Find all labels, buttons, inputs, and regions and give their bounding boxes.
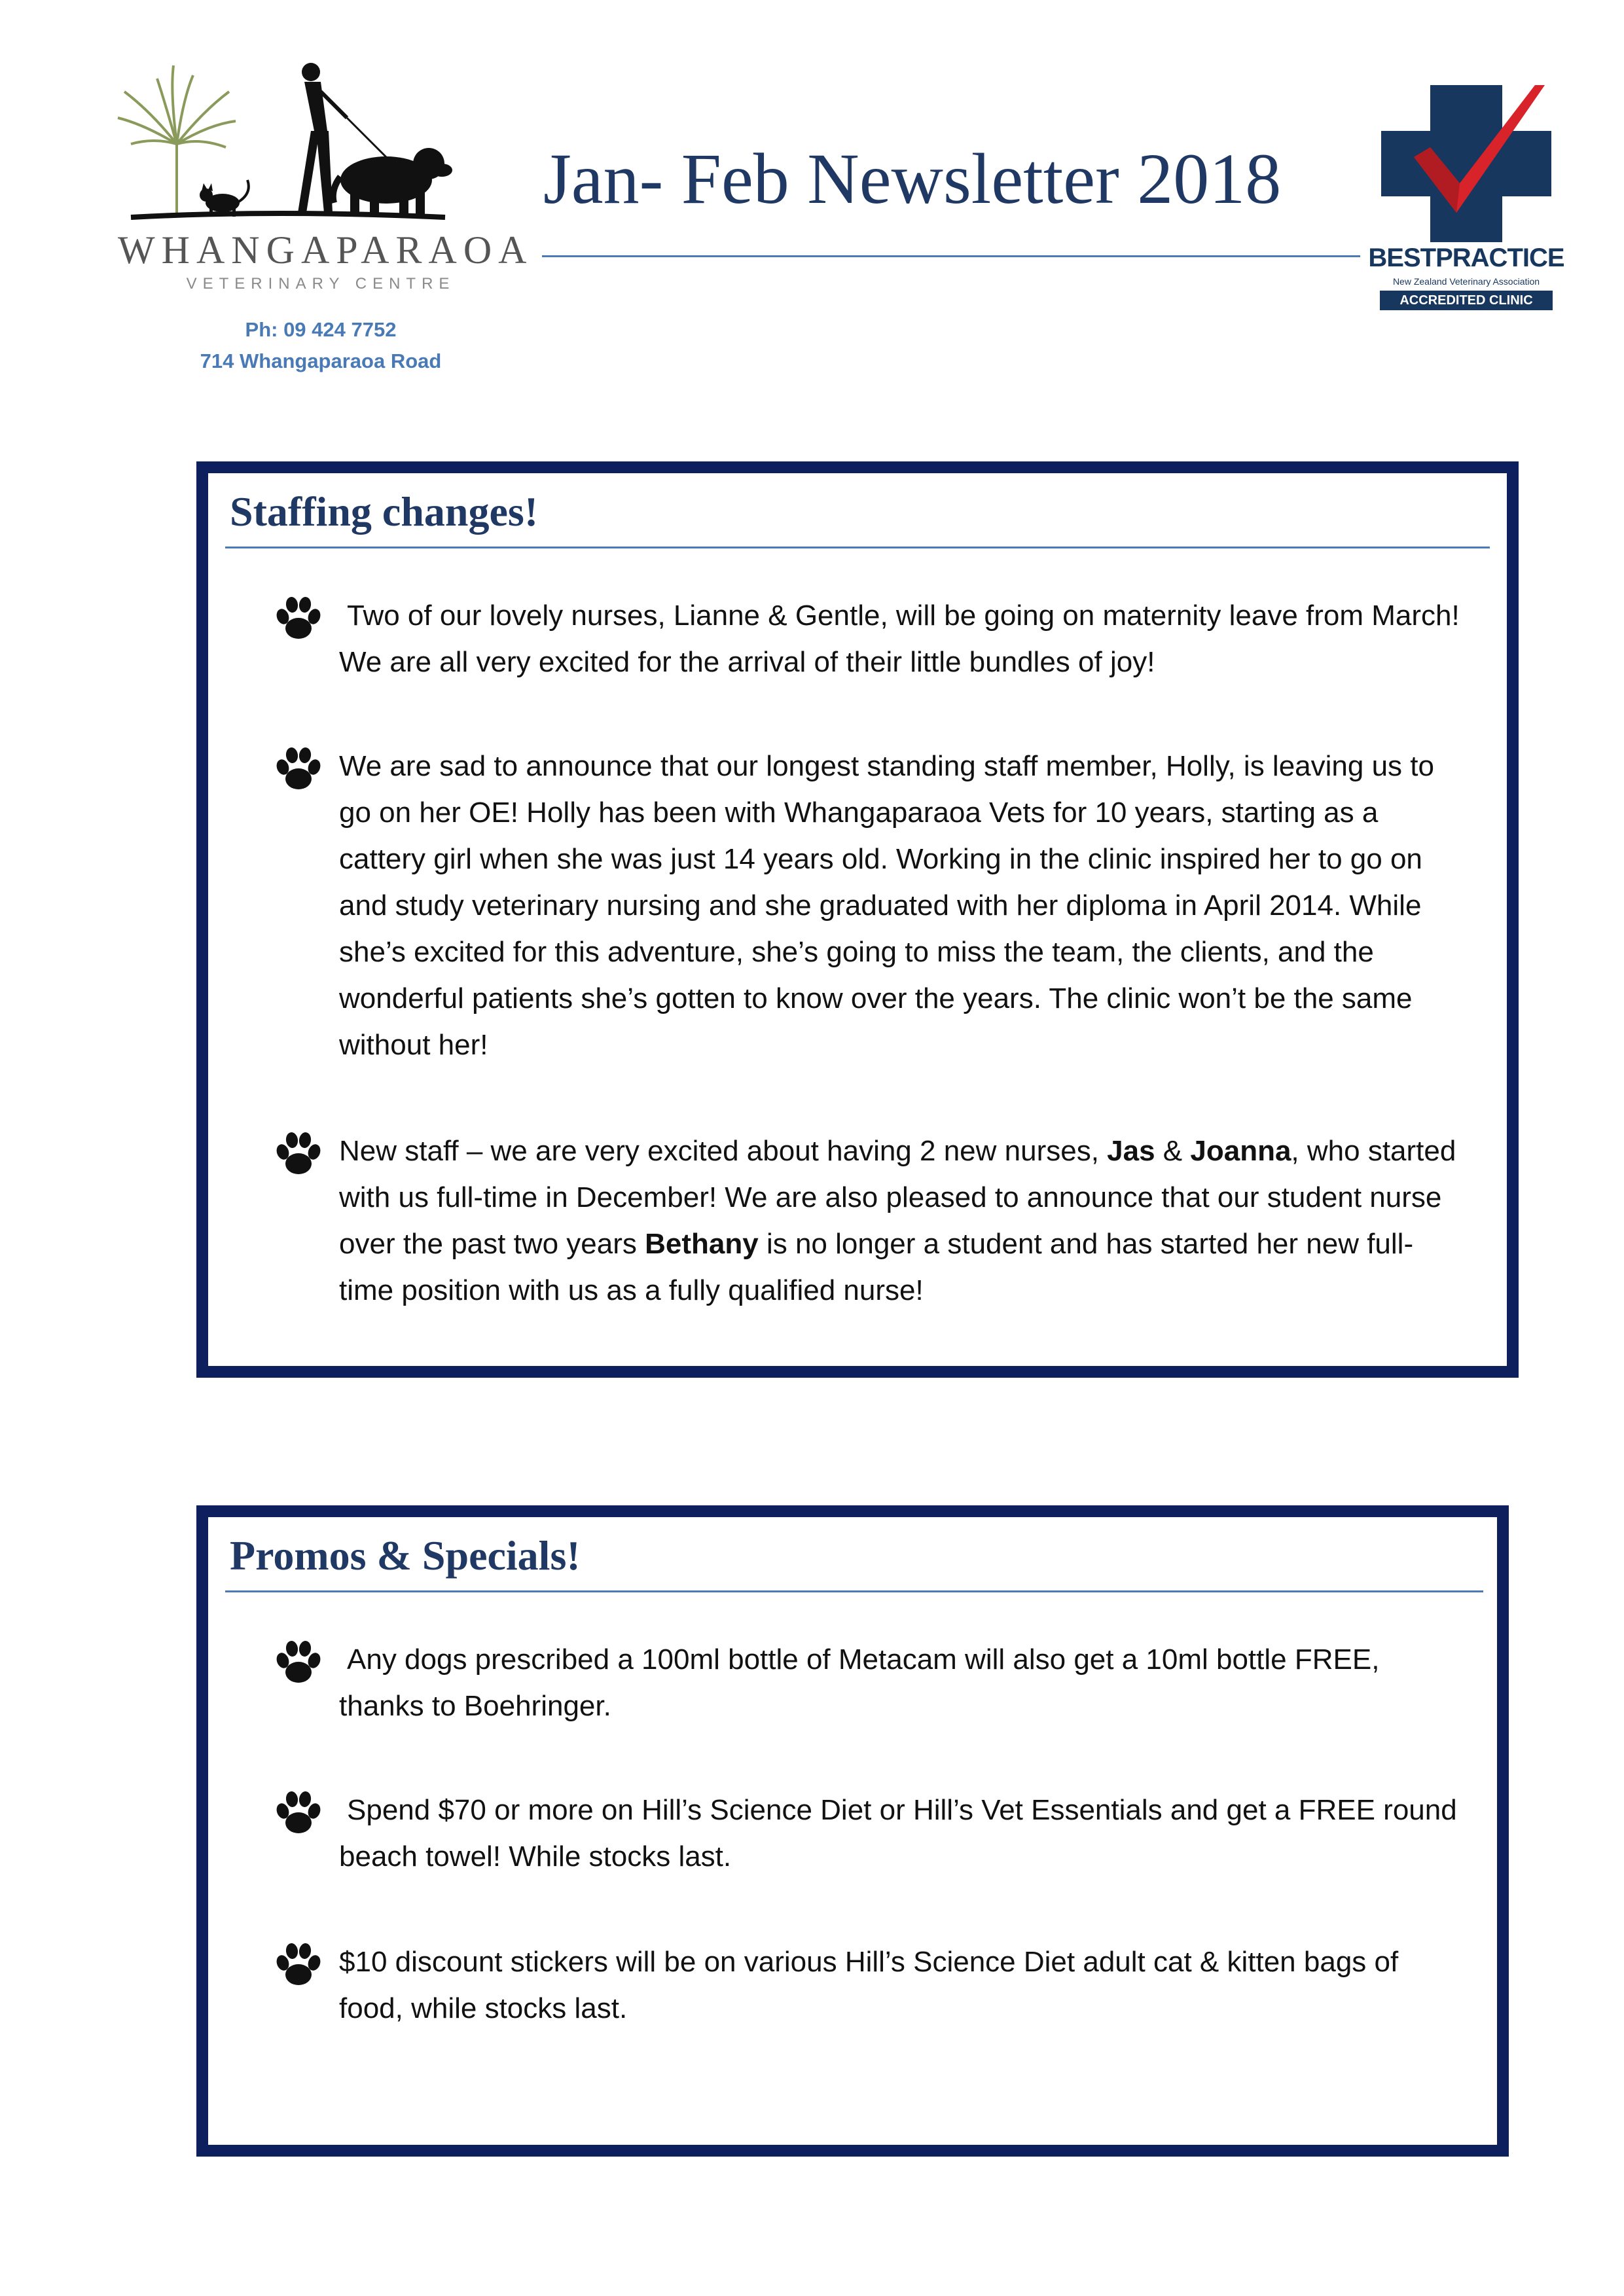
text-segment: New staff – we are very excited about having 2 new nurses,: [339, 1135, 1108, 1167]
clinic-logo-name: WHANGAPARAOA: [118, 228, 533, 272]
list-item: [274, 592, 1465, 685]
staffing-item-text: Two of our lovely nurses, Lianne & Gentle, will be going on maternity leave from March! We are all very excited for the arrival of their little bundles of joy!: [339, 600, 1460, 678]
logo-illustration: [79, 46, 524, 236]
staff-name-jas: Jas: [1107, 1135, 1155, 1167]
clinic-contact: [164, 314, 478, 377]
badge-brand: BESTPRACTICE: [1368, 243, 1564, 272]
cross-check-icon: [1368, 85, 1564, 242]
promo-item-text: Spend $70 or more on Hill’s Science Diet or Hill’s Vet Essentials and get a FREE round beach towel! While stocks last.: [339, 1794, 1457, 1873]
list-item: [274, 1787, 1465, 1880]
walker-silhouette: [298, 63, 347, 213]
text-segment: is no longer a student and has started her new full-time position with us as a fully qualified nurse!: [339, 1228, 1414, 1306]
clinic-logo-subtitle: VETERINARY CENTRE: [186, 275, 456, 293]
text-segment: , who started with us full-time in December! We are also pleased to announce that our student nurse over the past two years: [339, 1135, 1456, 1260]
staffing-divider: [225, 547, 1490, 548]
text-segment: &: [1155, 1135, 1191, 1167]
paw-icon: [274, 1939, 323, 1988]
promo-item-text: $10 discount stickers will be on various Hill’s Science Diet adult cat & kitten bags of food, while stocks last.: [339, 1946, 1399, 2024]
promos-divider: [225, 1590, 1483, 1592]
plant-graphic: [118, 65, 236, 216]
list-item: [274, 1128, 1465, 1314]
list-item: [274, 1939, 1465, 2032]
staffing-item-text: We are sad to announce that our longest standing staff member, Holly, is leaving us to go on her OE! Holly has been with Whangaparaoa Vets for 10 years, starting as a cattery girl when she was just 14 years old. Working in the clinic inspired her to go on and study veterinary nursing and she graduated with her diploma in April 2014. While she’s excited for this adventure, she’s going to miss the team, the clients, and the wonderful patients she’s gotten to know over the years. The clinic won’t be the same without her!: [339, 750, 1434, 1061]
badge-label: ACCREDITED CLINIC: [1380, 291, 1553, 310]
staffing-heading: Staffing changes!: [230, 488, 539, 535]
paw-icon: [274, 1128, 323, 1177]
promos-heading: Promos & Specials!: [230, 1532, 581, 1579]
staff-name-joanna: Joanna: [1190, 1135, 1291, 1167]
paw-icon: [274, 1636, 323, 1686]
bestpractice-badge: [1368, 85, 1564, 321]
paw-icon: [274, 1787, 323, 1837]
staffing-section: [196, 461, 1519, 1378]
paw-icon: [274, 743, 323, 793]
paw-icon: [274, 592, 323, 642]
dog-silhouette: [333, 148, 452, 217]
address: 714 Whangaparaoa Road: [200, 350, 442, 372]
list-item: [274, 743, 1465, 1068]
phone-number: Ph: 09 424 7752: [245, 318, 397, 341]
promos-section: [196, 1505, 1509, 2157]
clinic-logo: [79, 46, 533, 321]
promo-item-text: Any dogs prescribed a 100ml bottle of Metacam will also get a 10ml bottle FREE, thanks to Boehringer.: [339, 1643, 1380, 1722]
staffing-item-text: [339, 1128, 1465, 1314]
staff-name-bethany: Bethany: [645, 1228, 759, 1260]
list-item: [274, 1636, 1465, 1729]
title-divider: [542, 255, 1360, 257]
newsletter-title: Jan- Feb Newsletter 2018: [543, 139, 1282, 219]
badge-association: New Zealand Veterinary Association: [1392, 276, 1540, 287]
